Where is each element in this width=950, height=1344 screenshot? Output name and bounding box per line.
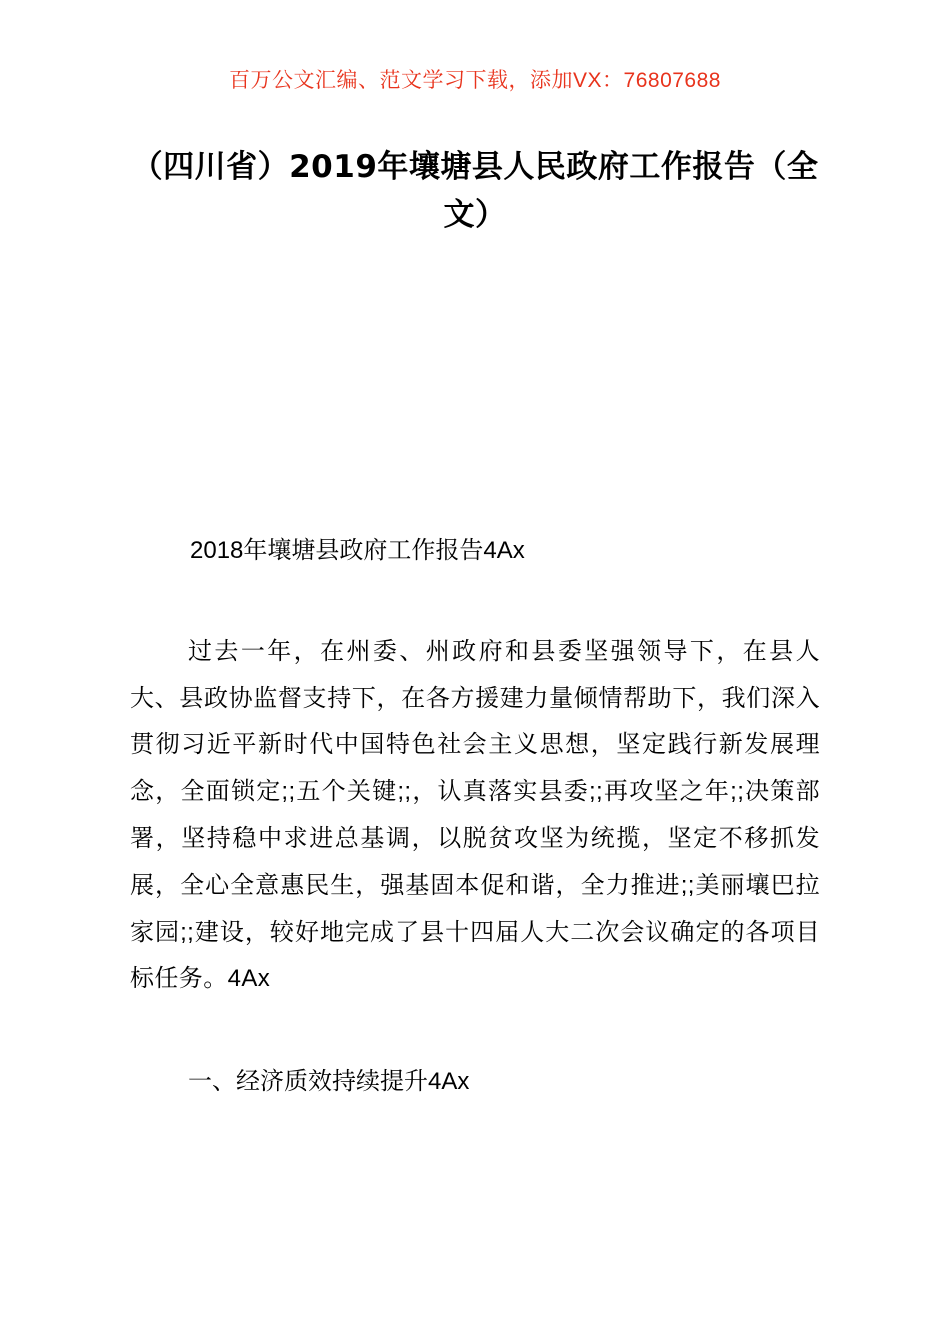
- paragraph-intro: 过去一年，在州委、州政府和县委坚强领导下，在县人大、县政协监督支持下，在各方援建力量倾情帮助下，我们深入贯彻习近平新时代中国特色社会主义思想，坚定践行新发展理念，全面锁定;;五个关键;;，认真落实县委;;再攻坚之年;;决策部署，坚持稳中求进总基调，以脱贫攻坚为统揽，坚定不移抓发展，全心全意惠民生，强基固本促和谐，全力推进;;美丽壤巴拉家园;;建设，较好地完成了县十四届人大二次会议确定的各项目标任务。4Ax: [130, 637, 820, 993]
- watermark-banner: 百万公文汇编、范文学习下载，添加VX：76807688: [229, 69, 721, 92]
- title-body-spacer: [130, 260, 820, 528]
- subheading: 2018年壤塘县政府工作报告4Ax: [190, 537, 525, 565]
- body-content: [130, 629, 820, 1003]
- section-heading-one: 一、经济质效持续提升4Ax: [188, 1068, 470, 1096]
- page-title: （四川省）2019年壤塘县人民政府工作报告（全文）: [131, 149, 819, 234]
